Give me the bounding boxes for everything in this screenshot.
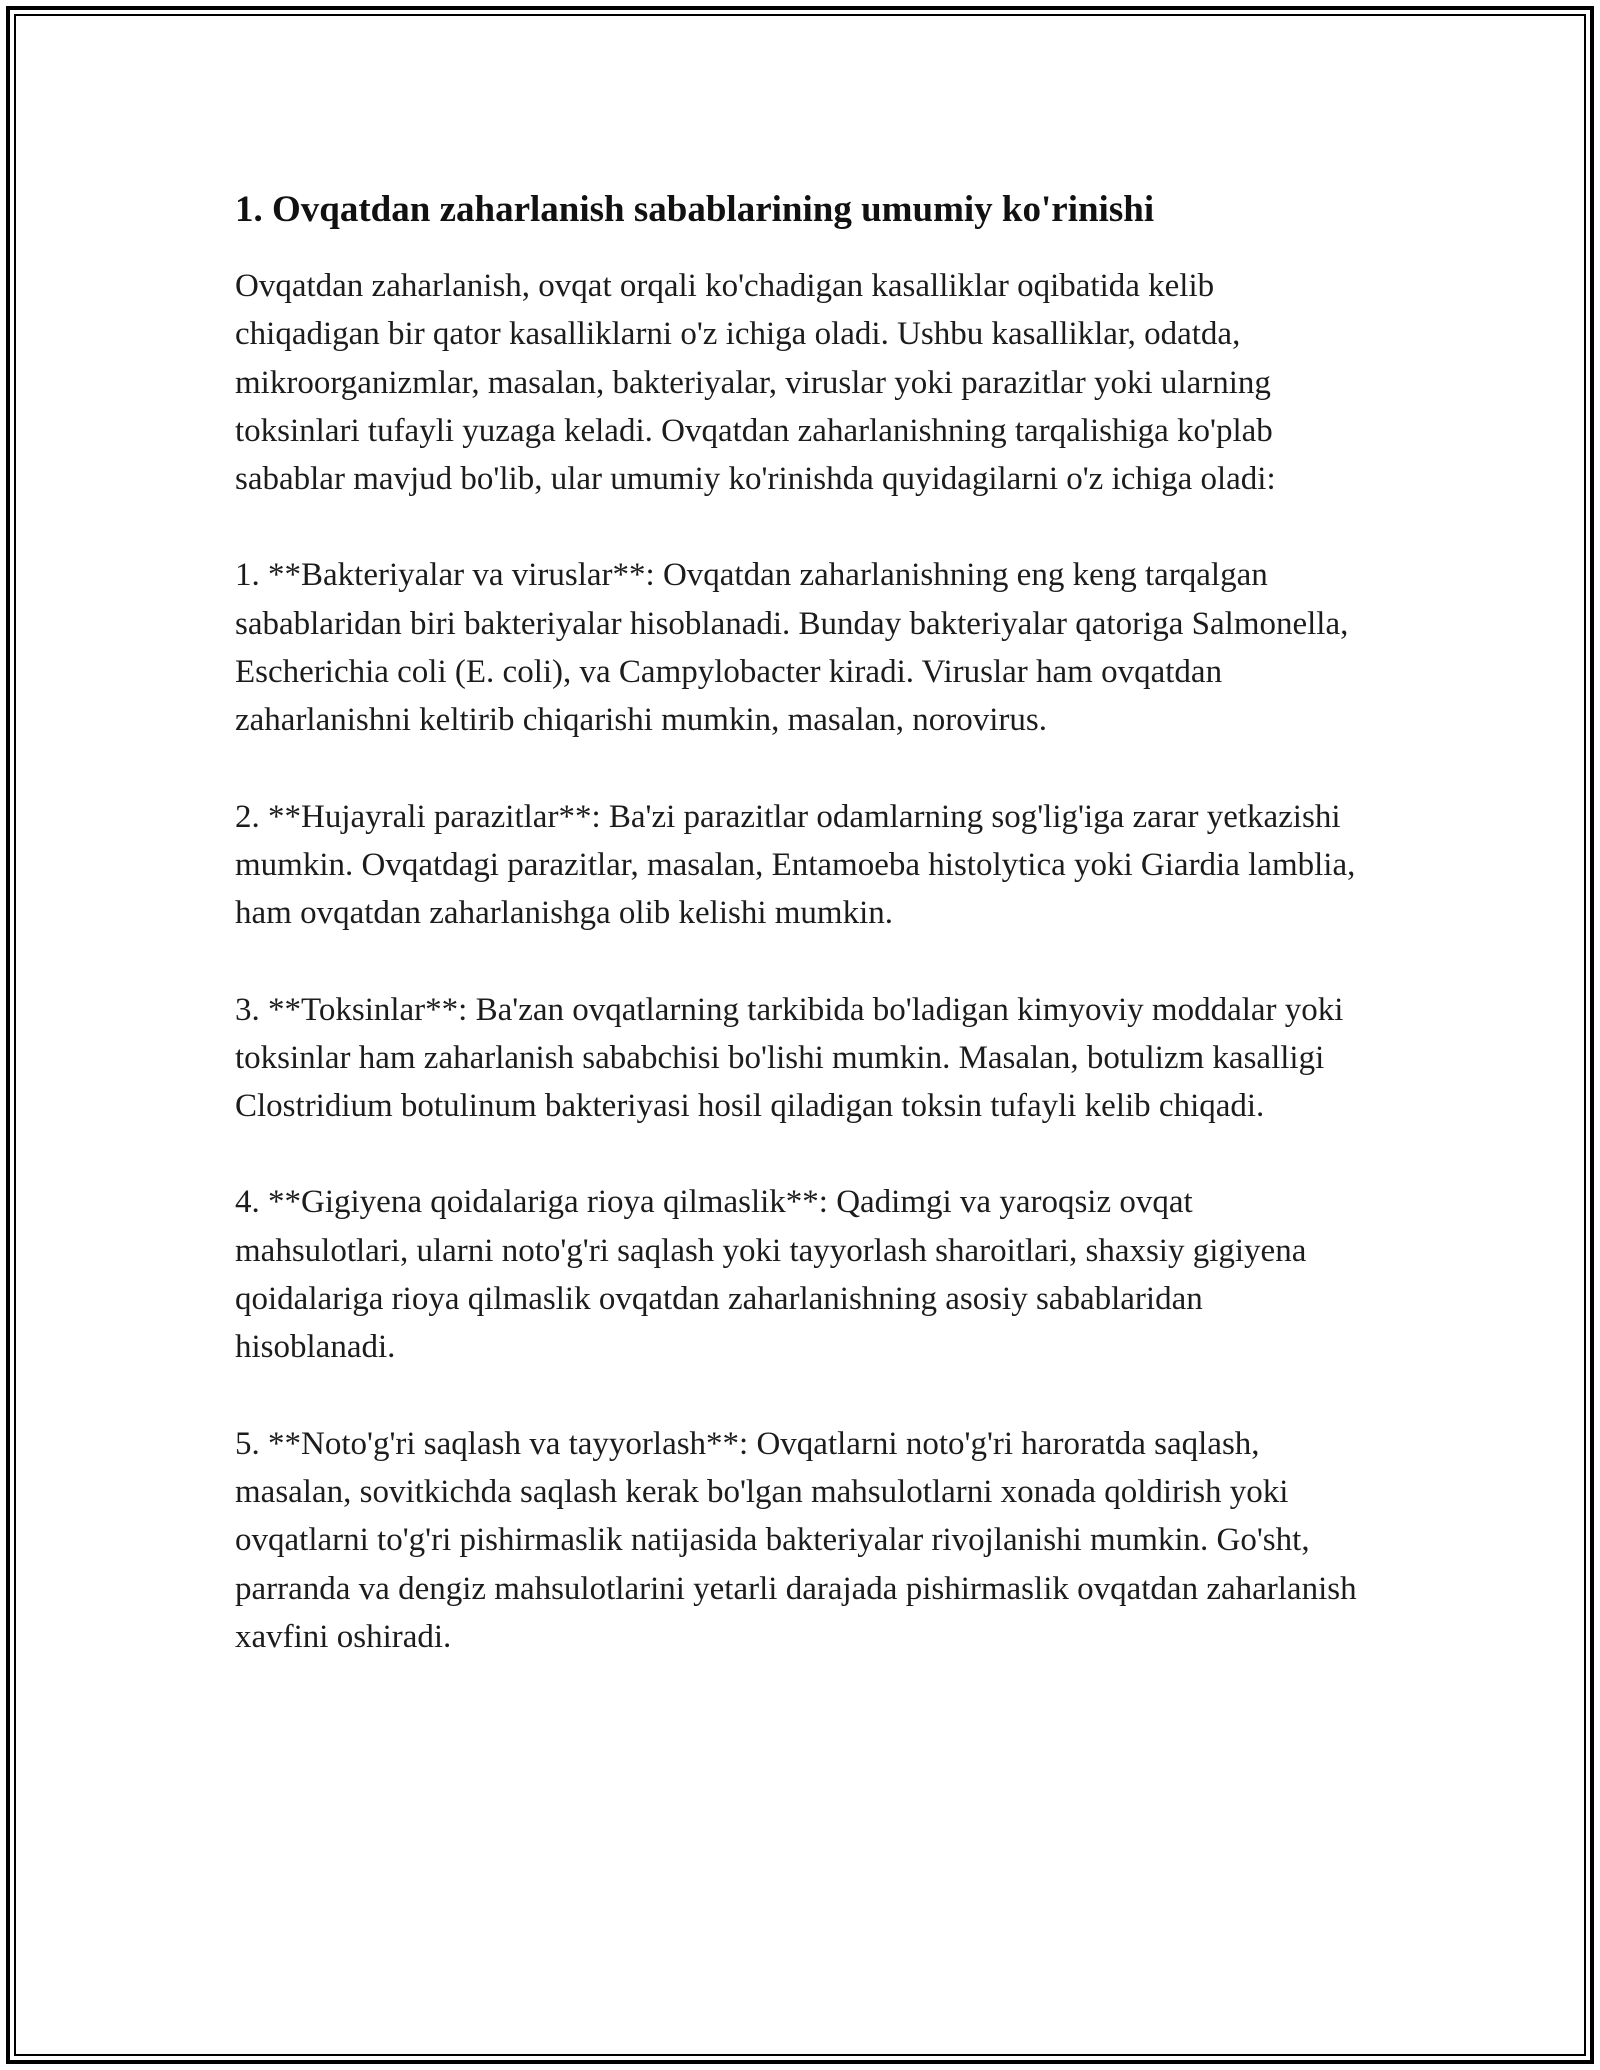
list-item-bacteria-viruses: 1. **Bakteriyalar va viruslar**: Ovqatdan zaharlanishning eng keng tarqalgan sabablaridan biri bakteriyalar hisoblanadi. Bunday bakteriyalar qatoriga Salmonella, Escherichia coli (E. coli), va Campylobacter kiradi. Viruslar ham ovqatdan zaharlanishni keltirib chiqarishi mumkin, masalan, norovirus. — [235, 557, 1349, 739]
list-item-storage-preparation: 5. **Noto'g'ri saqlash va tayyorlash**: Ovqatlarni noto'g'ri haroratda saqlash, masalan, sovitkichda saqlash kerak bo'lgan mahsulotlarni xonada qoldirish yoki ovqatlarni to'g'ri pishirmaslik natijasida bakteriyalar rivojlanishi mumkin. Go'sht, parranda va dengiz mahsulotlarini yetarli darajada pishirmaslik ovqatdan zaharlanish xavfini oshiradi. — [235, 1425, 1357, 1655]
intro-paragraph: Ovqatdan zaharlanish, ovqat orqali ko'chadigan kasalliklar oqibatida kelib chiqadigan bir qator kasalliklarni o'z ichiga oladi. Ushbu kasalliklar, odatda, mikroorganizmlar, masalan, bakteriyalar, viruslar yoki parazitlar yoki ularning toksinlari tufayli yuzaga keladi. Ovqatdan zaharlanishning tarqalishiga ko'plab sabablar mavjud bo'lib, ular umumiy ko'rinishda quyidagilarni o'z ichiga oladi: — [235, 268, 1276, 498]
list-item-toxins: 3. **Toksinlar**: Ba'zan ovqatlarning tarkibida bo'ladigan kimyoviy moddalar yoki toksinlar ham zaharlanish sababchisi bo'lishi mumkin. Masalan, botulizm kasalligi Clostridium botulinum bakteriyasi hosil qiladigan toksin tufayli kelib chiqadi. — [235, 991, 1344, 1125]
list-item-parasites: 2. **Hujayrali parazitlar**: Ba'zi parazitlar odamlarning sog'lig'iga zarar yetkazishi mumkin. Ovqatdagi parazitlar, masalan, Entamoeba histolytica yoki Giardia lamblia, ham ovqatdan zaharlanishga olib kelishi mumkin. — [235, 798, 1356, 932]
document-body — [235, 186, 1365, 1709]
list-item-hygiene: 4. **Gigiyena qoidalariga rioya qilmaslik**: Qadimgi va yaroqsiz ovqat mahsulotlari, ularni noto'g'ri saqlash yoki tayyorlash sharoitlari, shaxsiy gigiyena qoidalariga rioya qilmaslik ovqatdan zaharlanishning asosiy sabablaridan hisoblanadi. — [235, 1184, 1307, 1366]
section-heading: 1. Ovqatdan zaharlanish sabablarining umumiy ko'rinishi — [235, 189, 1155, 230]
